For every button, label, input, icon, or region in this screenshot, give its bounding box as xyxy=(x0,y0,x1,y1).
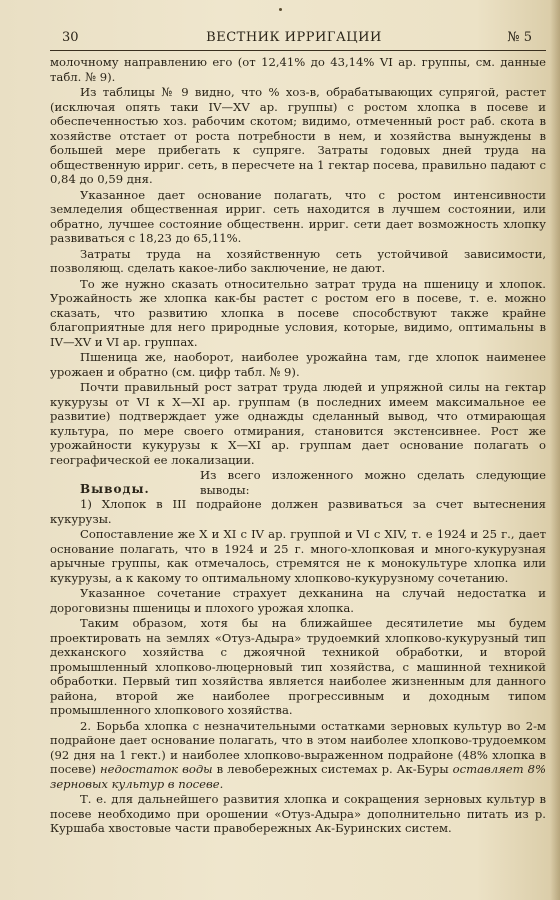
conclusion-item: Таким образом, хотя бы на ближайшее десятилетие мы будем проектировать на землях «Отуз-Адыра» трудоемкий хлопково-кукурузный тип дехканского хозяйства с джоячной техникой обработки, и второй промышленный хлопково-люцерновый тип хозяйства, с машинной техникой обработки. Первый тип хозяйства является наиболее жизненным для данного района, второй же наиболее прогрессивным и доходным типом промышленного хлопкового хозяйства. xyxy=(50,616,546,717)
item2-text-middle: в левобережных системах р. Ак-Буры xyxy=(216,762,449,776)
paragraph: Указанное дает основание полагать, что с ростом интенсивности земледелия общественная ирриг. сеть находится в лучшем состоянии, или обратно, лучшее состояние общественн. ирриг. сети дает возможность хлопку развиваться с 18,23 до 65,11%. xyxy=(50,187,546,245)
paragraph: Из таблицы № 9 видно, что % хоз-в, обрабатывающих супрягой, растет (исключая опять таки IV—XV ар. группы) с ростом хлопка в посеве и обеспеченностью хоз. рабочим скотом; видимо, отмеченный рост раб. скота в хозяйстве отстает от роста потребности в нем, и хозяйства вынуждены в большей мере прибегать к супряге. Затраты годовых дней труда на общественную ирриг. сеть, в пересчете на 1 гектар посева, правильно падают с 0,84 до 0,59 дня. xyxy=(50,85,546,186)
page-edge-shadow xyxy=(550,0,560,900)
conclusion-item: Указанное сочетание страхует дехканина на случай недостатка и дороговизны пшеницы и плохого урожая хлопка. xyxy=(50,586,546,615)
item2-text: 2. Борьба хлопка с незначительными остатками зерновых культур во 2-м подрайоне дает основание полагать, что в этом наиболее хлопково-трудоемком (92 дня на 1 гект.) и наиболее хлопково-выраженном подрайоне (48% хлопка в посеве) xyxy=(50,718,546,776)
conclusion-item: 1) Хлопок в III подрайоне должен развиваться за счет вытеснения кукурузы. xyxy=(50,497,546,526)
print-speck xyxy=(279,8,282,11)
conclusion-item: Сопоставление же X и XI с IV ар. группой и VI с XIV, т. е 1924 и 25 г., дает основание полагать, что в 1924 и 25 г. много-хлопковая и много-кукурузная арычные группы, как отмечалось, стремятся не к монокультуре хлопка или кукурузы, а к какому то оптимальному хлопково-кукурузному сочетанию. xyxy=(50,527,546,585)
issue-number: № 5 xyxy=(507,30,532,45)
conclusion-item-2 xyxy=(50,719,546,792)
paragraph: Затраты труда на хозяйственную сеть устойчивой зависимости, позволяющ. сделать какое-либо заключение, не дают. xyxy=(50,246,546,275)
journal-title: ВЕСТНИК ИРРИГАЦИИ xyxy=(206,30,382,45)
conclusions-heading-block xyxy=(50,468,546,497)
conclusions-heading: Выводы. xyxy=(80,482,150,496)
article-body xyxy=(50,55,546,836)
final-paragraph: Т. е. для дальнейшего развития хлопка и сокращения зерновых культур в посеве необходимо при орошении «Отуз-Адыра» дополнительно питать из р. Куршаба хвостовые части правобережных Ак-Буринских систем. xyxy=(50,792,546,835)
conclusions-intro: Из всего изложенного можно сделать следующие выводы: xyxy=(200,468,546,497)
running-header xyxy=(56,28,532,50)
paragraph: Почти правильный рост затрат труда людей и упряжной силы на гектар кукурузы от VI к X—XI ар. группам (в последних имеем максимальное ее развитие) подтверждает уже однажды сделанный вывод, что отмирающая культура, по мере своего отмирания, становится экстенсивнее. Рост же урожайности кукурузы к X—XI ар. группам дает основание полагать о географической ее локализации. xyxy=(50,380,546,467)
page-number: 30 xyxy=(62,30,79,45)
paragraph: То же нужно сказать относительно затрат труда на пшеницу и хлопок. Урожайность же хлопка как-бы растет с ростом его в посеве, т. е. можно сказать, что развитию хлопка в посеве способствуют также крайне благоприятные для него природные условия, которые, видимо, оптимальны в IV—XV и VI ар. группах. xyxy=(50,276,546,349)
header-rule xyxy=(50,50,546,51)
paragraph: молочному направлению его (от 12,41% до 43,14% VI ар. группы, см. данные табл. № 9). xyxy=(50,55,546,84)
item2-emphasis-water: недостаток воды xyxy=(99,762,213,776)
item2-emphasis-grain: оставляет 8% зерновых культур в посеве. xyxy=(50,762,547,791)
paragraph: Пшеница же, наоборот, наиболее урожайна там, где хлопок наименее урожаен и обратно (см. цифр табл. № 9). xyxy=(50,350,546,379)
